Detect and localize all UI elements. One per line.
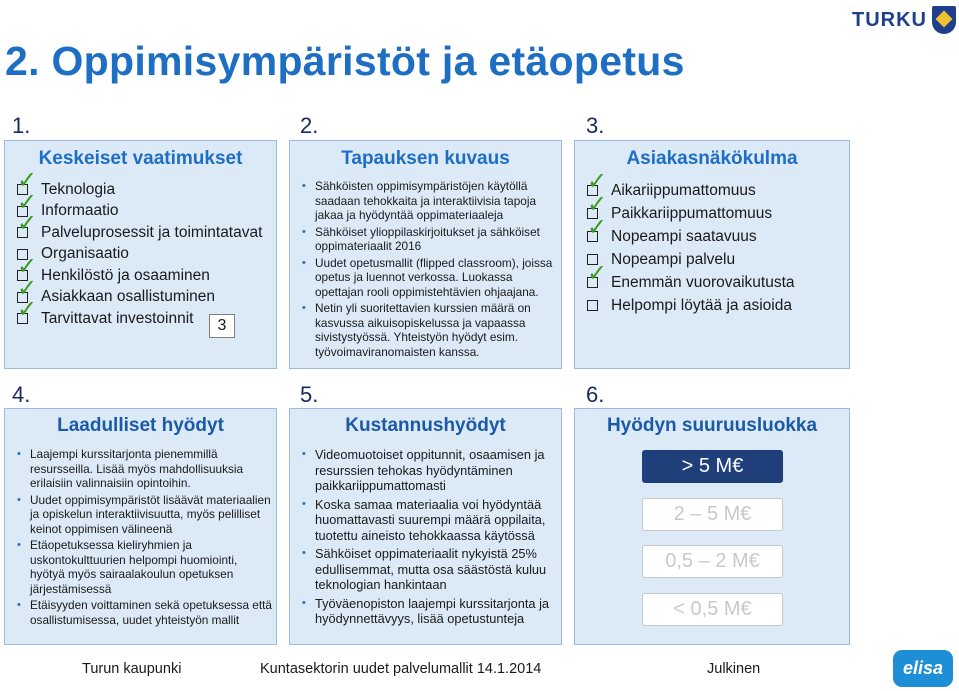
checklist-item: Nopeampi palvelu [587,248,795,271]
list-item: • Uudet opetusmallit (flipped classroom), joissa opetus ja luennot verkossa. Luokassa opettajan rooli oppimistehtävien ohjaajana. [302,256,557,300]
checklist-item: ✓ Palveluprosessit ja toimintatavat [17,210,263,241]
size-option-over-5m: > 5 M€ [642,450,783,483]
list-item: • Etäopetuksessa kieliryhmien ja uskontokulttuurien helpompi huomiointi, hyötyä myös sairaalakoulun opetuksen järjestämisessä [17,538,272,596]
checkmark-icon: ✓ [587,191,608,218]
footer-left: Turun kaupunki [82,661,182,677]
section-number-3: 3. [586,113,605,138]
checklist-item: ✓ Enemmän vuorovaikutusta [587,260,795,291]
section-number-4: 4. [12,382,31,407]
elisa-logo: elisa [893,650,953,687]
footer-right: Julkinen [707,661,761,677]
size-option-05-2m: 0,5 – 2 M€ [642,545,783,578]
list-item: • Sähköiset ylioppilaskirjoitukset ja sähköiset oppimateriaalit 2016 [302,225,557,254]
list-item: • Laajempi kurssitarjonta pienemmillä resursseilla. Lisää myös mahdollisuuksia erilaisiin valinnaisiin opintoihin. [17,447,272,491]
list-item: • Koska samaa materiaalia voi hyödyntää huomattavasti suurempi määrä oppilaita, tuotettu aineisto tehokkaassa käytössä [302,497,560,544]
checklist-item: ✓ Paikkariippumattomuus [587,191,773,222]
panel-qualitative-benefits [4,408,277,645]
cost-bullets [302,447,560,630]
checklist-item: Organisaatio [17,244,262,266]
panel-heading: Hyödyn suuruusluokka [606,415,818,436]
size-option-under-05m: < 0,5 M€ [642,593,783,626]
qualitative-bullets [17,447,272,629]
turku-logo [852,6,956,34]
panel-heading: Asiakasnäkökulma [626,148,798,169]
section-number-1: 1. [12,113,31,138]
list-item: • Työväenopiston laajempi kurssitarjonta ja hyödynnettävyys, lisää opetustunteja [302,596,560,627]
checklist-item: ✓ Aikariippumattomuus [587,168,756,199]
checklist-item: ✓ Asiakkaan osallistuminen [17,274,216,306]
checklist-item: ✓ Nopeampi saatavuus [587,214,757,245]
list-item: • Sähköiset oppimateriaalit nykyistä 25% edullisemmat, mutta osa säästöstä kuluu teknologian hankintaan [302,546,560,593]
checkbox-icon [17,296,38,324]
customer-checklist [587,168,795,317]
panel-case-description [289,140,562,369]
list-item: • Videomuotoiset oppitunnit, osaamisen ja resurssien tehokas hyödyntäminen paikkariippumattomasti [302,447,560,494]
requirements-checklist [17,167,263,330]
panel-heading: Kustannushyödyt [345,415,506,436]
checkmark-icon: ✓ [587,260,608,287]
panel-heading: Tapauksen kuvaus [341,148,510,169]
checkmark-icon: ✓ [17,188,38,216]
checkbox-icon [587,300,598,311]
panel-customer-perspective [574,140,850,369]
checkmark-icon: ✓ [17,210,38,238]
checklist-item: ✓ Informaatio [17,188,119,220]
checklist-item: Helpompi löytää ja asioida [587,294,795,317]
list-item: • Netin yli suoritettavien kurssien määrä on kasvussa aikuisopiskelussa ja vapaassa sivistystyössä. Yhteistyön hyödyt esim. työvoimaviranomaisten kanssa. [302,301,557,359]
checklist-item: ✓ Tarvittavat investoinnit [17,296,194,327]
section-number-5: 5. [300,382,319,407]
checklist-item: ✓ Teknologia [17,167,116,198]
list-item: • Uudet oppimisympäristöt lisäävät materiaalien ja opiskelun interaktiivisuutta, myös pelilliset keinot oppimisen välineenä [17,493,272,537]
panel-key-requirements [4,140,277,369]
list-item: • Etäisyyden voittaminen sekä opetuksessa että osallistumisessa, uudet yhteistyön mallit [17,598,272,627]
checkbox-icon [587,214,608,242]
checkmark-icon: ✓ [17,274,38,302]
panel-heading: Laadulliset hyödyt [57,415,224,436]
size-option-2-5m: 2 – 5 M€ [642,498,783,531]
page-title: 2. Oppimisympäristöt ja etäopetus [5,38,685,84]
list-item: • Sähköisten oppimisympäristöjen käytöllä saadaan tehokkaita ja interaktiivisia tapoja jakaa ja hyödyntää oppimateriaaleja [302,179,557,223]
section-number-2: 2. [300,113,319,138]
case-bullets [302,179,557,361]
checkbox-icon [587,260,608,288]
checkmark-icon: ✓ [17,167,38,195]
footer-center: Kuntasektorin uudet palvelumallit 14.1.2014 [260,661,542,677]
checkbox-icon [17,210,38,238]
panel-heading: Keskeiset vaatimukset [38,148,243,169]
turku-logo-text: TURKU [852,8,927,31]
panel-cost-benefits [289,408,562,645]
checkmark-icon: ✓ [17,253,38,281]
section-number-6: 6. [586,382,605,407]
checkmark-icon: ✓ [587,214,608,241]
coat-of-arms-icon [932,6,956,34]
checkmark-icon: ✓ [17,296,38,324]
checkmark-icon: ✓ [587,168,608,195]
page-number-badge: 3 [209,314,235,338]
checklist-item: ✓ Henkilöstö ja osaaminen [17,253,210,284]
